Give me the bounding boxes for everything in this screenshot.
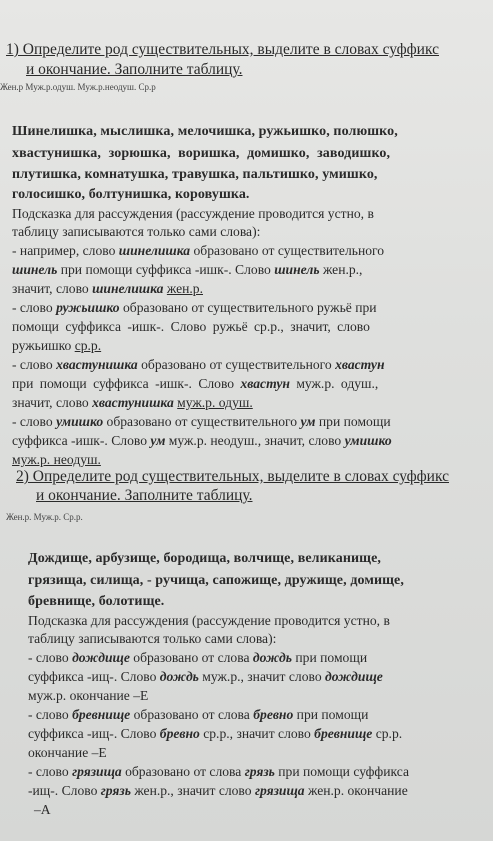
task1-words-line4: голосишко, болтунишка, коровушка. [12,187,250,202]
task1-words-line2: хвастунишка, зорюшка, воришка, домишко, заводишко, [12,146,391,161]
task2-words-line2: грязища, силища, - ручища, сапожище, дружище, домище, [28,573,404,588]
task2-table-columns: Жен.р. Муж.р. Ср.р. [6,512,83,522]
task1-hint-subtitle: таблицу записываются только сами слова): [12,224,261,239]
task2-hint-title: Подсказка для рассуждения (рассуждение проводится устно, в [28,613,390,628]
task2-heading-text2: и окончание. Заполните таблицу. [36,487,253,504]
task1-table-columns: Жен.р Муж.р.одуш. Муж.р.неодуш. Ср.р [0,82,156,92]
task1-hint-line4: шинель при помощи суффикса -ишк-. Слово шинель жен.р., [12,262,363,277]
task1-hint-line6: - слово ружьишко образовано от существительного ружьё при [12,300,377,315]
task2-hint-line11: –А [34,802,51,817]
task1-hint-title: Подсказка для рассуждения (рассуждение проводится устно, в [12,206,374,221]
task2-hint-line8: окончание –Е [28,745,107,760]
task1-hint-line7: помощи суффикса -ишк-. Слово ружьё ср.р., значит, слово [12,319,370,334]
task1-heading-text2: и окончание. Заполните таблицу. [26,61,243,78]
task2-hint-line5: муж.р. окончание –Е [28,688,149,703]
task2-words-line3: бревнище, болотище. [28,594,165,609]
task1-hint-line9: - слово хвастунишка образовано от существительного хвастун [12,357,385,372]
task2-hint-line7: суффикса -ищ-. Слово бревно ср.р., значит слово бревнище ср.р. [28,726,403,741]
task2-hint-line6: - слово бревнище образовано от слова бревно при помощи [28,707,369,722]
task1-hint-line3: - например, слово шинелишка образовано от существительного [12,243,385,258]
task1-hint-line13: суффикса -ишк-. Слово ум муж.р. неодуш., значит, слово умишко [12,433,392,448]
task1-heading-line2 [26,61,242,79]
task2-heading-line1 [16,468,449,486]
task1-hint-line12: - слово умишко образовано от существительного ум при помощи [12,414,391,429]
task2-hint-line10: -ищ-. Слово грязь жен.р., значит слово грязища жен.р. окончание [28,783,408,798]
task1-hint-line14: муж.р. неодуш. [12,452,101,467]
task2-hint-line9: - слово грязища образовано от слова грязь при помощи суффикса [28,764,409,779]
task1-hint-line5: значит, слово шинелишка жен.р. [12,281,203,296]
task1-heading-line1 [6,41,439,59]
task1-words-line1: Шинелишка, мыслишка, мелочишка, ружьишко, полюшко, [12,124,398,139]
task2-heading-line2 [36,487,252,505]
task1-hint-line8: ружьишко ср.р. [12,338,102,353]
task2-hint-subtitle: таблицу записываются только сами слова): [28,631,277,646]
task1-hint-line10: при помощи суффикса -ишк-. Слово хвастун муж.р. одуш., [12,376,379,391]
task1-heading-text1: 1) Определите род существительных, выделите в словах суффикс [6,41,439,58]
task2-hint-line4: суффикса -ищ-. Слово дождь муж.р., значит слово дождище [28,669,383,684]
task2-words-line1: Дождище, арбузище, бородища, волчище, великанище, [28,551,382,566]
task1-hint-line11: значит, слово хвастунишка муж.р. одуш. [12,395,253,410]
task1-words-line3: плутишка, комнатушка, травушка, пальтишко, умишко, [12,167,378,182]
task2-heading-text1: 2) Определите род существительных, выделите в словах суффикс [16,468,449,485]
task2-hint-line3: - слово дождище образовано от слова дождь при помощи [28,650,368,665]
